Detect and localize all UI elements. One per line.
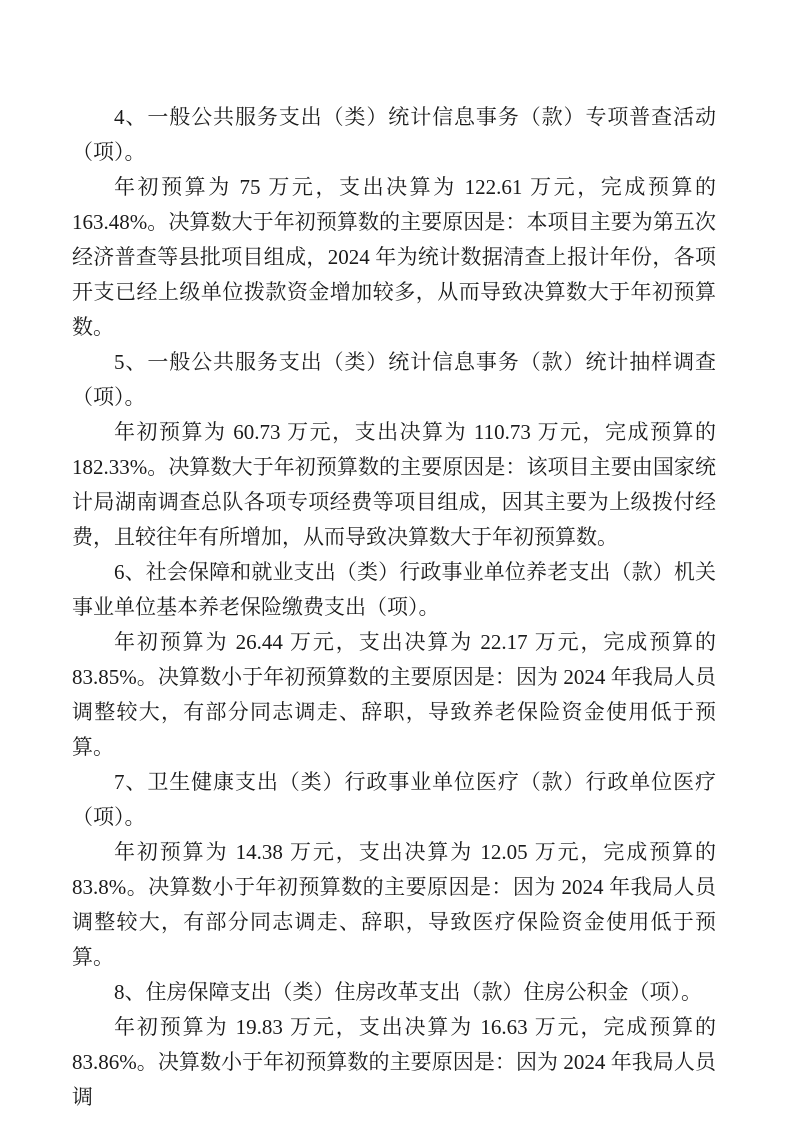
section-4-heading: 4、一般公共服务支出（类）统计信息事务（款）专项普查活动（项）。 xyxy=(72,105,716,164)
section-7-body: 年初预算为 14.38 万元，支出决算为 12.05 万元，完成预算的 83.8%。决算数小于年初预算数的主要原因是：因为 2024 年我局人员调整较大，有部分同志调走、辞职，导致医疗保险资金使用低于预算。 xyxy=(72,840,716,969)
section-6-body: 年初预算为 26.44 万元，支出决算为 22.17 万元，完成预算的 83.85%。决算数小于年初预算数的主要原因是：因为 2024 年我局人员调整较大，有部分同志调走、辞职，导致养老保险资金使用低于预算。 xyxy=(72,630,716,759)
section-5-heading: 5、一般公共服务支出（类）统计信息事务（款）统计抽样调查（项）。 xyxy=(72,350,716,409)
text-block xyxy=(72,100,716,1115)
section-4-body: 年初预算为 75 万元，支出决算为 122.61 万元，完成预算的 163.48%。决算数大于年初预算数的主要原因是：本项目主要为第五次经济普查等县批项目组成，2024 年为统计数据清查上报计年份，各项开支已经上级单位拨款资金增加较多，从而导致决算数大于年初预算数。 xyxy=(72,175,716,339)
section-8-body-truncated: 年初预算为 19.83 万元，支出决算为 16.63 万元，完成预算的 83.86%。决算数小于年初预算数的主要原因是：因为 2024 年我局人员调 xyxy=(72,1015,716,1109)
section-7-heading: 7、卫生健康支出（类）行政事业单位医疗（款）行政单位医疗（项）。 xyxy=(72,770,716,829)
section-8-heading: 8、住房保障支出（类）住房改革支出（款）住房公积金（项）。 xyxy=(114,980,702,1004)
section-6-heading: 6、社会保障和就业支出（类）行政事业单位养老支出（款）机关事业单位基本养老保险缴费支出（项）。 xyxy=(72,560,716,619)
section-5-body: 年初预算为 60.73 万元，支出决算为 110.73 万元，完成预算的 182.33%。决算数大于年初预算数的主要原因是：该项目主要由国家统计局湖南调查总队各项专项经费等项目组成，因其主要为上级拨付经费，且较往年有所增加，从而导致决算数大于年初预算数。 xyxy=(72,420,716,549)
